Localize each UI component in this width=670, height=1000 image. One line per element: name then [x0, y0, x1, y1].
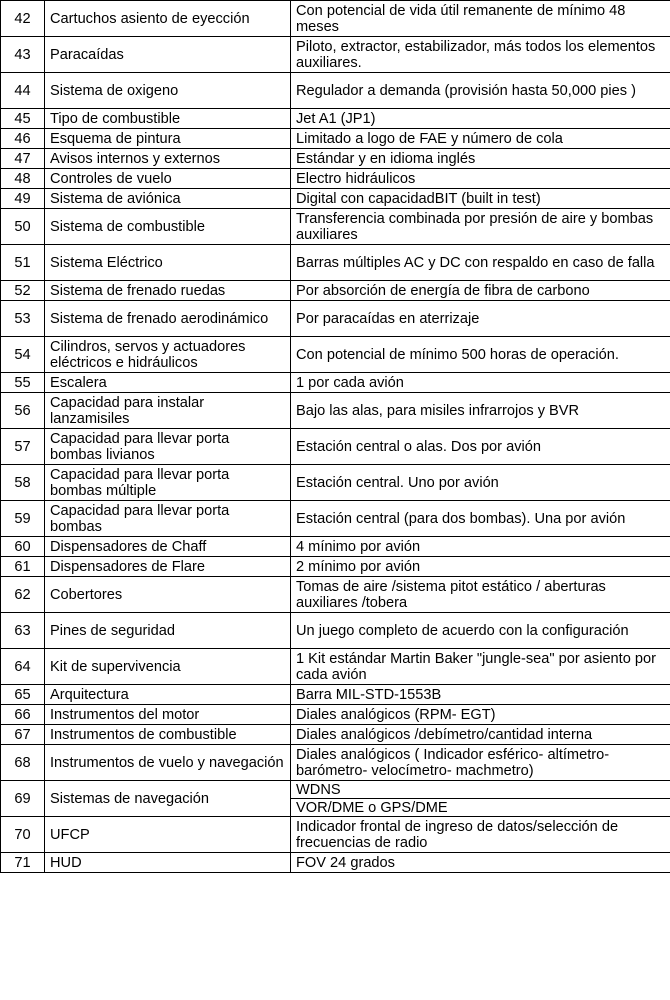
table-row: [1, 745, 670, 781]
row-item: UFCP: [45, 817, 291, 853]
row-number: 54: [1, 337, 45, 373]
row-item: Avisos internos y externos: [45, 149, 291, 169]
row-description: Transferencia combinada por presión de aire y bombas auxiliares: [291, 209, 670, 245]
row-item: Sistema de frenado ruedas: [45, 281, 291, 301]
row-item: Paracaídas: [45, 37, 291, 73]
row-description-secondary: VOR/DME o GPS/DME: [291, 799, 670, 817]
table-row: [1, 613, 670, 649]
row-number: 44: [1, 73, 45, 109]
table-row: [1, 537, 670, 557]
row-description: Por paracaídas en aterrizaje: [291, 301, 670, 337]
row-number: 46: [1, 129, 45, 149]
row-description: Un juego completo de acuerdo con la configuración: [291, 613, 670, 649]
table-row: [1, 149, 670, 169]
row-item: Tipo de combustible: [45, 109, 291, 129]
row-description: Regulador a demanda (provisión hasta 50,000 pies ): [291, 73, 670, 109]
row-item: Sistema de aviónica: [45, 189, 291, 209]
row-item: Esquema de pintura: [45, 129, 291, 149]
table-row: [1, 73, 670, 109]
row-number: 42: [1, 1, 45, 37]
table-row: [1, 281, 670, 301]
table-row: [1, 817, 670, 853]
table-row: [1, 37, 670, 73]
row-description: Barra MIL-STD-1553B: [291, 685, 670, 705]
row-number: 65: [1, 685, 45, 705]
row-number: 50: [1, 209, 45, 245]
row-number: 51: [1, 245, 45, 281]
row-item: Capacidad para instalar lanzamisiles: [45, 393, 291, 429]
table-row: [1, 649, 670, 685]
row-description: Tomas de aire /sistema pitot estático / aberturas auxiliares /tobera: [291, 577, 670, 613]
row-description: Electro hidráulicos: [291, 169, 670, 189]
table-row: [1, 373, 670, 393]
row-number: 59: [1, 501, 45, 537]
row-item: Capacidad para llevar porta bombas livianos: [45, 429, 291, 465]
row-item: Controles de vuelo: [45, 169, 291, 189]
row-number: 63: [1, 613, 45, 649]
row-description: Diales analógicos ( Indicador esférico- altímetro-barómetro- velocímetro- machmetro): [291, 745, 670, 781]
row-number: 47: [1, 149, 45, 169]
row-item: Sistema de oxigeno: [45, 73, 291, 109]
row-description: 4 mínimo por avión: [291, 537, 670, 557]
table-row: [1, 557, 670, 577]
table-row: [1, 705, 670, 725]
row-item: HUD: [45, 853, 291, 873]
table-row: [1, 501, 670, 537]
row-description: Diales analógicos (RPM- EGT): [291, 705, 670, 725]
table-row: [1, 393, 670, 429]
table-row: [1, 465, 670, 501]
row-number: 71: [1, 853, 45, 873]
table-row: [1, 781, 670, 799]
row-description: Por absorción de energía de fibra de carbono: [291, 281, 670, 301]
table-row: [1, 129, 670, 149]
table-row: [1, 337, 670, 373]
row-description: 2 mínimo por avión: [291, 557, 670, 577]
row-number: 69: [1, 781, 45, 817]
row-number: 53: [1, 301, 45, 337]
row-description: Bajo las alas, para misiles infrarrojos y BVR: [291, 393, 670, 429]
row-item: Capacidad para llevar porta bombas múltiple: [45, 465, 291, 501]
row-number: 57: [1, 429, 45, 465]
row-number: 56: [1, 393, 45, 429]
row-item: Sistema de frenado aerodinámico: [45, 301, 291, 337]
row-item: Capacidad para llevar porta bombas: [45, 501, 291, 537]
row-number: 67: [1, 725, 45, 745]
row-description: Con potencial de mínimo 500 horas de operación.: [291, 337, 670, 373]
table-row: [1, 169, 670, 189]
row-number: 64: [1, 649, 45, 685]
row-item: Sistema de combustible: [45, 209, 291, 245]
row-description: FOV 24 grados: [291, 853, 670, 873]
table-row: [1, 853, 670, 873]
row-description: Con potencial de vida útil remanente de mínimo 48 meses: [291, 1, 670, 37]
row-number: 52: [1, 281, 45, 301]
row-description: Barras múltiples AC y DC con respaldo en caso de falla: [291, 245, 670, 281]
row-number: 48: [1, 169, 45, 189]
row-number: 49: [1, 189, 45, 209]
row-description: Piloto, extractor, estabilizador, más todos los elementos auxiliares.: [291, 37, 670, 73]
row-item: Cilindros, servos y actuadores eléctricos e hidráulicos: [45, 337, 291, 373]
table-row: [1, 725, 670, 745]
row-description: Estándar y en idioma inglés: [291, 149, 670, 169]
row-item: Kit de supervivencia: [45, 649, 291, 685]
row-item: Escalera: [45, 373, 291, 393]
row-description: Estación central o alas. Dos por avión: [291, 429, 670, 465]
row-number: 60: [1, 537, 45, 557]
row-number: 55: [1, 373, 45, 393]
row-number: 62: [1, 577, 45, 613]
table-row: [1, 301, 670, 337]
row-description: Limitado a logo de FAE y número de cola: [291, 129, 670, 149]
row-item: Instrumentos de combustible: [45, 725, 291, 745]
table-row: [1, 1, 670, 37]
table-row: [1, 109, 670, 129]
row-description: WDNS: [291, 781, 670, 799]
row-item: Dispensadores de Flare: [45, 557, 291, 577]
row-item: Dispensadores de Chaff: [45, 537, 291, 557]
table-row: [1, 245, 670, 281]
row-description: Estación central (para dos bombas). Una por avión: [291, 501, 670, 537]
row-number: 43: [1, 37, 45, 73]
row-description: 1 Kit estándar Martin Baker "jungle-sea" por asiento por cada avión: [291, 649, 670, 685]
row-description: 1 por cada avión: [291, 373, 670, 393]
row-description: Estación central. Uno por avión: [291, 465, 670, 501]
table-row: [1, 429, 670, 465]
table-row: [1, 189, 670, 209]
row-description: Digital con capacidadBIT (built in test): [291, 189, 670, 209]
row-item: Arquitectura: [45, 685, 291, 705]
row-number: 70: [1, 817, 45, 853]
row-number: 45: [1, 109, 45, 129]
row-description: Indicador frontal de ingreso de datos/selección de frecuencias de radio: [291, 817, 670, 853]
row-number: 68: [1, 745, 45, 781]
row-number: 66: [1, 705, 45, 725]
table-row: [1, 209, 670, 245]
row-item: Sistema Eléctrico: [45, 245, 291, 281]
row-description: Diales analógicos /debímetro/cantidad interna: [291, 725, 670, 745]
row-item: Instrumentos del motor: [45, 705, 291, 725]
row-item: Pines de seguridad: [45, 613, 291, 649]
row-description: Jet A1 (JP1): [291, 109, 670, 129]
table-row: [1, 685, 670, 705]
row-item: Sistemas de navegación: [45, 781, 291, 817]
row-item: Instrumentos de vuelo y navegación: [45, 745, 291, 781]
row-item: Cobertores: [45, 577, 291, 613]
row-item: Cartuchos asiento de eyección: [45, 1, 291, 37]
row-number: 61: [1, 557, 45, 577]
table-row: [1, 577, 670, 613]
row-number: 58: [1, 465, 45, 501]
